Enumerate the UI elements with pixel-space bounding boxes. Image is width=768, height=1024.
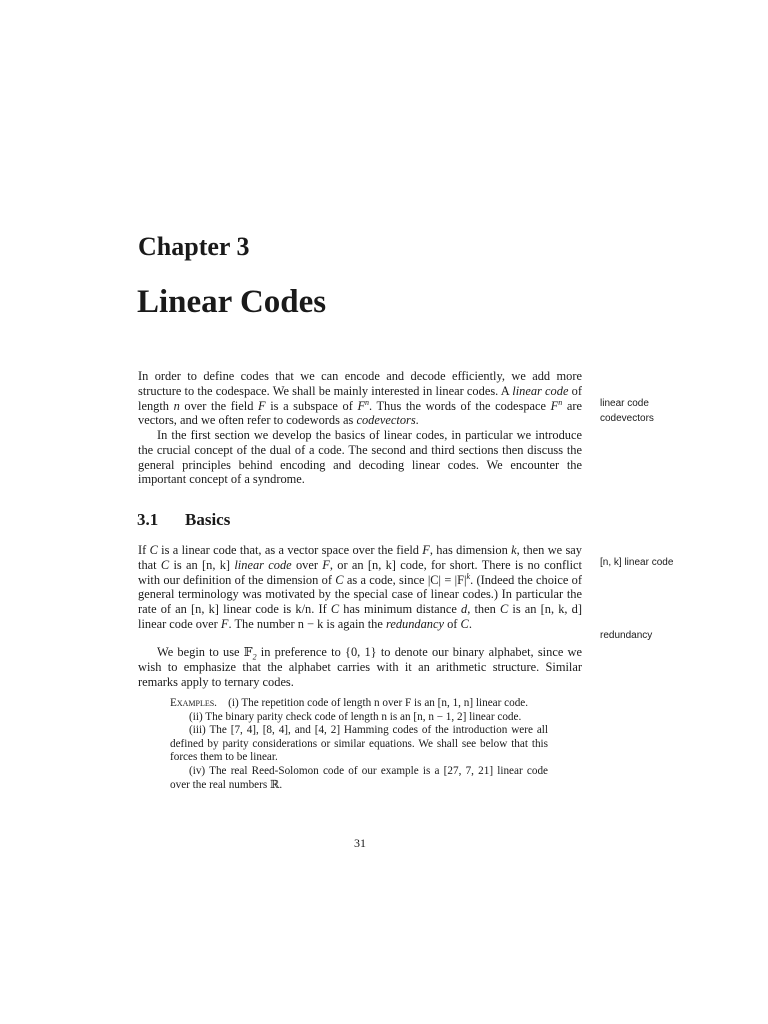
margin-note-redundancy: redundancy — [600, 630, 653, 641]
section-number: 3.1 — [137, 510, 159, 529]
section-title: Basics — [185, 510, 231, 529]
example-item-2: (ii) The binary parity check code of length n is an [n, n − 1, 2] linear code. — [189, 710, 522, 723]
chapter-title: Linear Codes — [137, 284, 327, 320]
margin-note-nk-linear-code: [n, k] linear code — [600, 557, 674, 568]
intro-paragraph-1: In order to define codes that we can encode and decode efficiently, we add more structure to the codespace. We shall be mainly interested in linear codes. A linear code of length n over the field F is a subspace of $F^n$. Thus the words of the codespace $F^n$ are vectors, and we often refer to codewords as codevectors. — [138, 369, 582, 428]
margin-note-linear-code: linear code — [600, 398, 649, 409]
examples-heading: Examples. — [170, 697, 217, 709]
intro-paragraph-2: In the first section we develop the basics of linear codes, in particular we introduce the crucial concept of the dual of a code. The second and third sections then discuss the general principles behind encoding and decoding linear codes. We encounter the important concept of a syndrome. — [138, 428, 582, 487]
chapter-label: Chapter 3 — [138, 232, 250, 261]
example-item-1 — [170, 697, 548, 711]
margin-note-codevectors: codevectors — [600, 413, 654, 424]
example-text-1: (i) The repetition code of length n over F is an [n, 1, n] linear code. — [228, 697, 529, 709]
section-heading — [137, 510, 230, 530]
basics-paragraph-1: If C is a linear code that, as a vector space over the field F, has dimension k, then we say that C is an [n, k] linear code over F, or an [n, k] code, for short. There is no conflict with our definition of the dimension of C as a code, since $|C| = |F|^k$. (Indeed the choice of general terminology was motivated by the special case of linear codes.) In particular the rate of an [n, k] linear code is k/n. If C has minimum distance d, then C is an [n, k, d] linear code over F. The number n − k is again the redundancy of C. — [138, 543, 583, 631]
example-item-4: (iv) The real Reed-Solomon code of our example is a [27, 7, 21] linear code over the real numbers ℝ. — [170, 764, 548, 791]
basics-paragraph-2: We begin to use 𝔽$_2$ in preference to {0, 1} to denote our binary alphabet, since we wish to emphasize that the alphabet carries with it an arithmetic structure. Similar remarks apply to ternary codes. — [138, 645, 582, 689]
example-item-3: (iii) The [7, 4], [8, 4], and [4, 2] Hamming codes of the introduction were all defined by parity considerations or similar equations. We shall see below that this forces them to be linear. — [170, 724, 548, 764]
page-number: 31 — [354, 836, 366, 850]
examples-block — [170, 697, 548, 792]
